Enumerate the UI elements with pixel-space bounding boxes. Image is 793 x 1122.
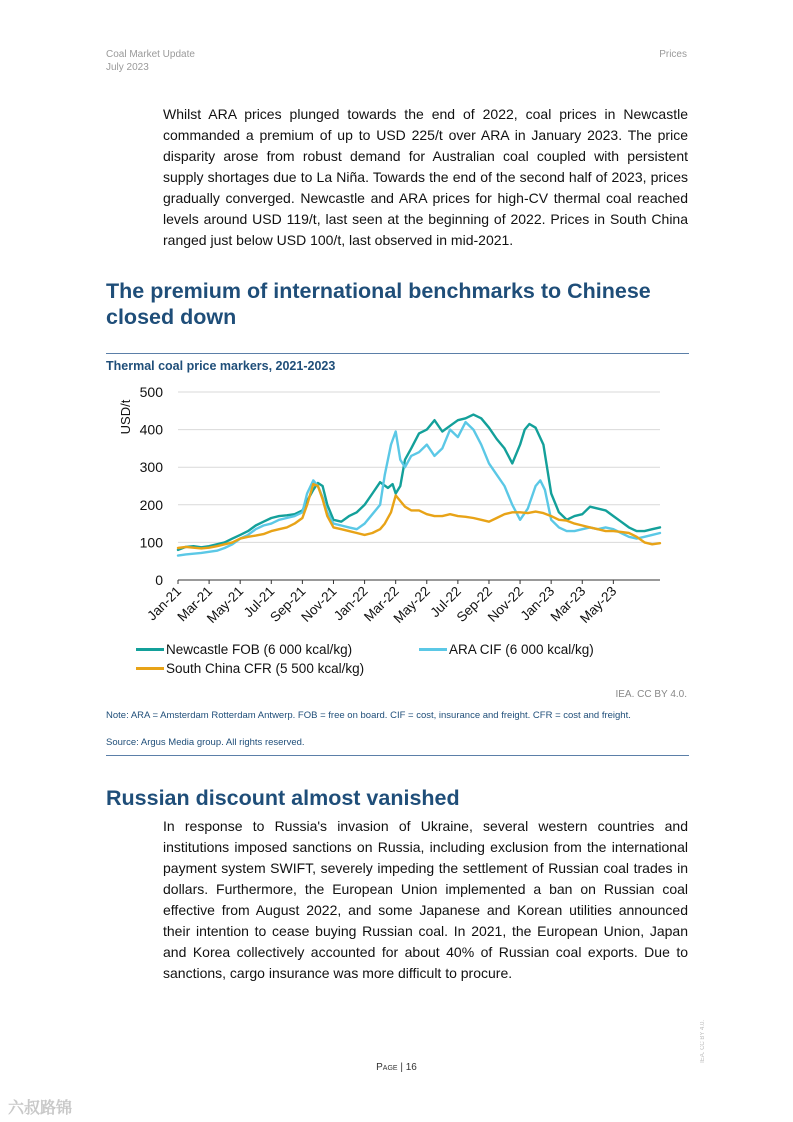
legend-south-china [136, 661, 364, 676]
legend-south-china-swatch [136, 667, 164, 670]
y-tick-label: 200 [139, 496, 163, 513]
x-tick-label: Nov-22 [484, 583, 527, 625]
legend-south-china-label: South China CFR (5 500 kcal/kg) [166, 661, 365, 676]
x-tick-label: Sep-22 [453, 583, 496, 625]
legend-newcastle [136, 642, 352, 657]
y-axis-label: USD/t [118, 399, 133, 435]
page-number: 16 [405, 1062, 417, 1073]
y-tick-label: 0 [155, 572, 163, 588]
price-line-chart [106, 378, 689, 643]
running-header-left [106, 48, 195, 74]
legend-ara [419, 642, 594, 657]
side-license-mark: IEA. CC BY 4.0. [700, 1020, 706, 1063]
russia-paragraph: In response to Russia's invasion of Ukraine, several western countries and institutions imposed sanctions on Russia, including exclusion from the international payment system SWIFT, severely impeding the settlement of Russian coal trades in dollars. Furthermore, the European Union implemented a ban on Russian coal effective from August 2022, and some Japanese and Korean utilities announced their intention to cease buying Russian coal. In 2021, the European Union, Japan and Korea collectively accounted for about 40% of Russian coal exports. Due to sanctions, cargo insurance was more difficult to procure. [163, 818, 688, 981]
page-separator: | [400, 1062, 403, 1073]
section-label: Prices [659, 49, 687, 60]
x-tick-label: Jan-21 [144, 583, 185, 624]
south-china-cfr-line [178, 484, 660, 548]
figure-credit: IEA. CC BY 4.0. [615, 689, 687, 700]
y-tick-label: 500 [139, 384, 163, 400]
y-tick-label: 400 [139, 421, 163, 438]
x-tick-label: May-23 [577, 583, 620, 626]
x-tick-label: Nov-21 [298, 583, 340, 625]
x-tick-label: Jul-21 [240, 583, 278, 621]
page-footer [0, 1062, 793, 1073]
y-tick-label: 300 [139, 459, 163, 476]
x-tick-label: Mar-23 [547, 583, 589, 625]
legend-ara-swatch [419, 648, 447, 651]
figure-top-rule [106, 353, 689, 354]
x-tick-label: Jul-22 [427, 583, 464, 621]
page-label: Page [376, 1062, 398, 1073]
figure-source: Source: Argus Media group. All rights reserved. [106, 737, 305, 748]
figure-bottom-rule [106, 755, 689, 756]
x-tick-label: Jan-22 [330, 583, 371, 624]
x-tick-label: Sep-21 [267, 583, 309, 625]
legend-newcastle-label: Newcastle FOB (6 000 kcal/kg) [166, 642, 353, 657]
doc-title: Coal Market Update [106, 49, 195, 60]
x-tick-label: May-21 [203, 583, 247, 626]
watermark-logo: 六叔路锦 [8, 1100, 73, 1117]
legend-newcastle-swatch [136, 648, 164, 651]
x-tick-label: May-22 [390, 583, 433, 626]
x-tick-label: Mar-21 [174, 583, 216, 625]
heading-russian-discount: Russian discount almost vanished [106, 786, 460, 810]
intro-paragraph: Whilst ARA prices plunged towards the end of 2022, coal prices in Newcastle commanded a premium of up to USD 225/t over ARA in January 2023. The price disparity arose from robust demand for Australian coal coupled with persistent supply shortages due to La Niña. Towards the end of the second half of 2023, prices gradually converged. Newcastle and ARA prices for high-CV thermal coal reached levels around USD 119/t, last seen at the beginning of 2022. Prices in South China ranged just below USD 100/t, last observed in mid-2021. [163, 106, 688, 248]
doc-date: July 2023 [106, 62, 149, 73]
figure-title: Thermal coal price markers, 2021-2023 [106, 359, 336, 373]
y-tick-label: 100 [139, 534, 163, 551]
heading-premium: The premium of international benchmarks to Chinese closed down [106, 279, 651, 329]
x-tick-label: Mar-22 [360, 583, 402, 625]
figure-note: Note: ARA = Amsterdam Rotterdam Antwerp. FOB = free on board. CIF = cost, insurance and freight. CFR = cost and freight. [106, 710, 631, 721]
x-tick-label: Jan-23 [517, 583, 558, 624]
legend-ara-label: ARA CIF (6 000 kcal/kg) [449, 642, 594, 657]
newcastle-fob-line [178, 415, 660, 550]
